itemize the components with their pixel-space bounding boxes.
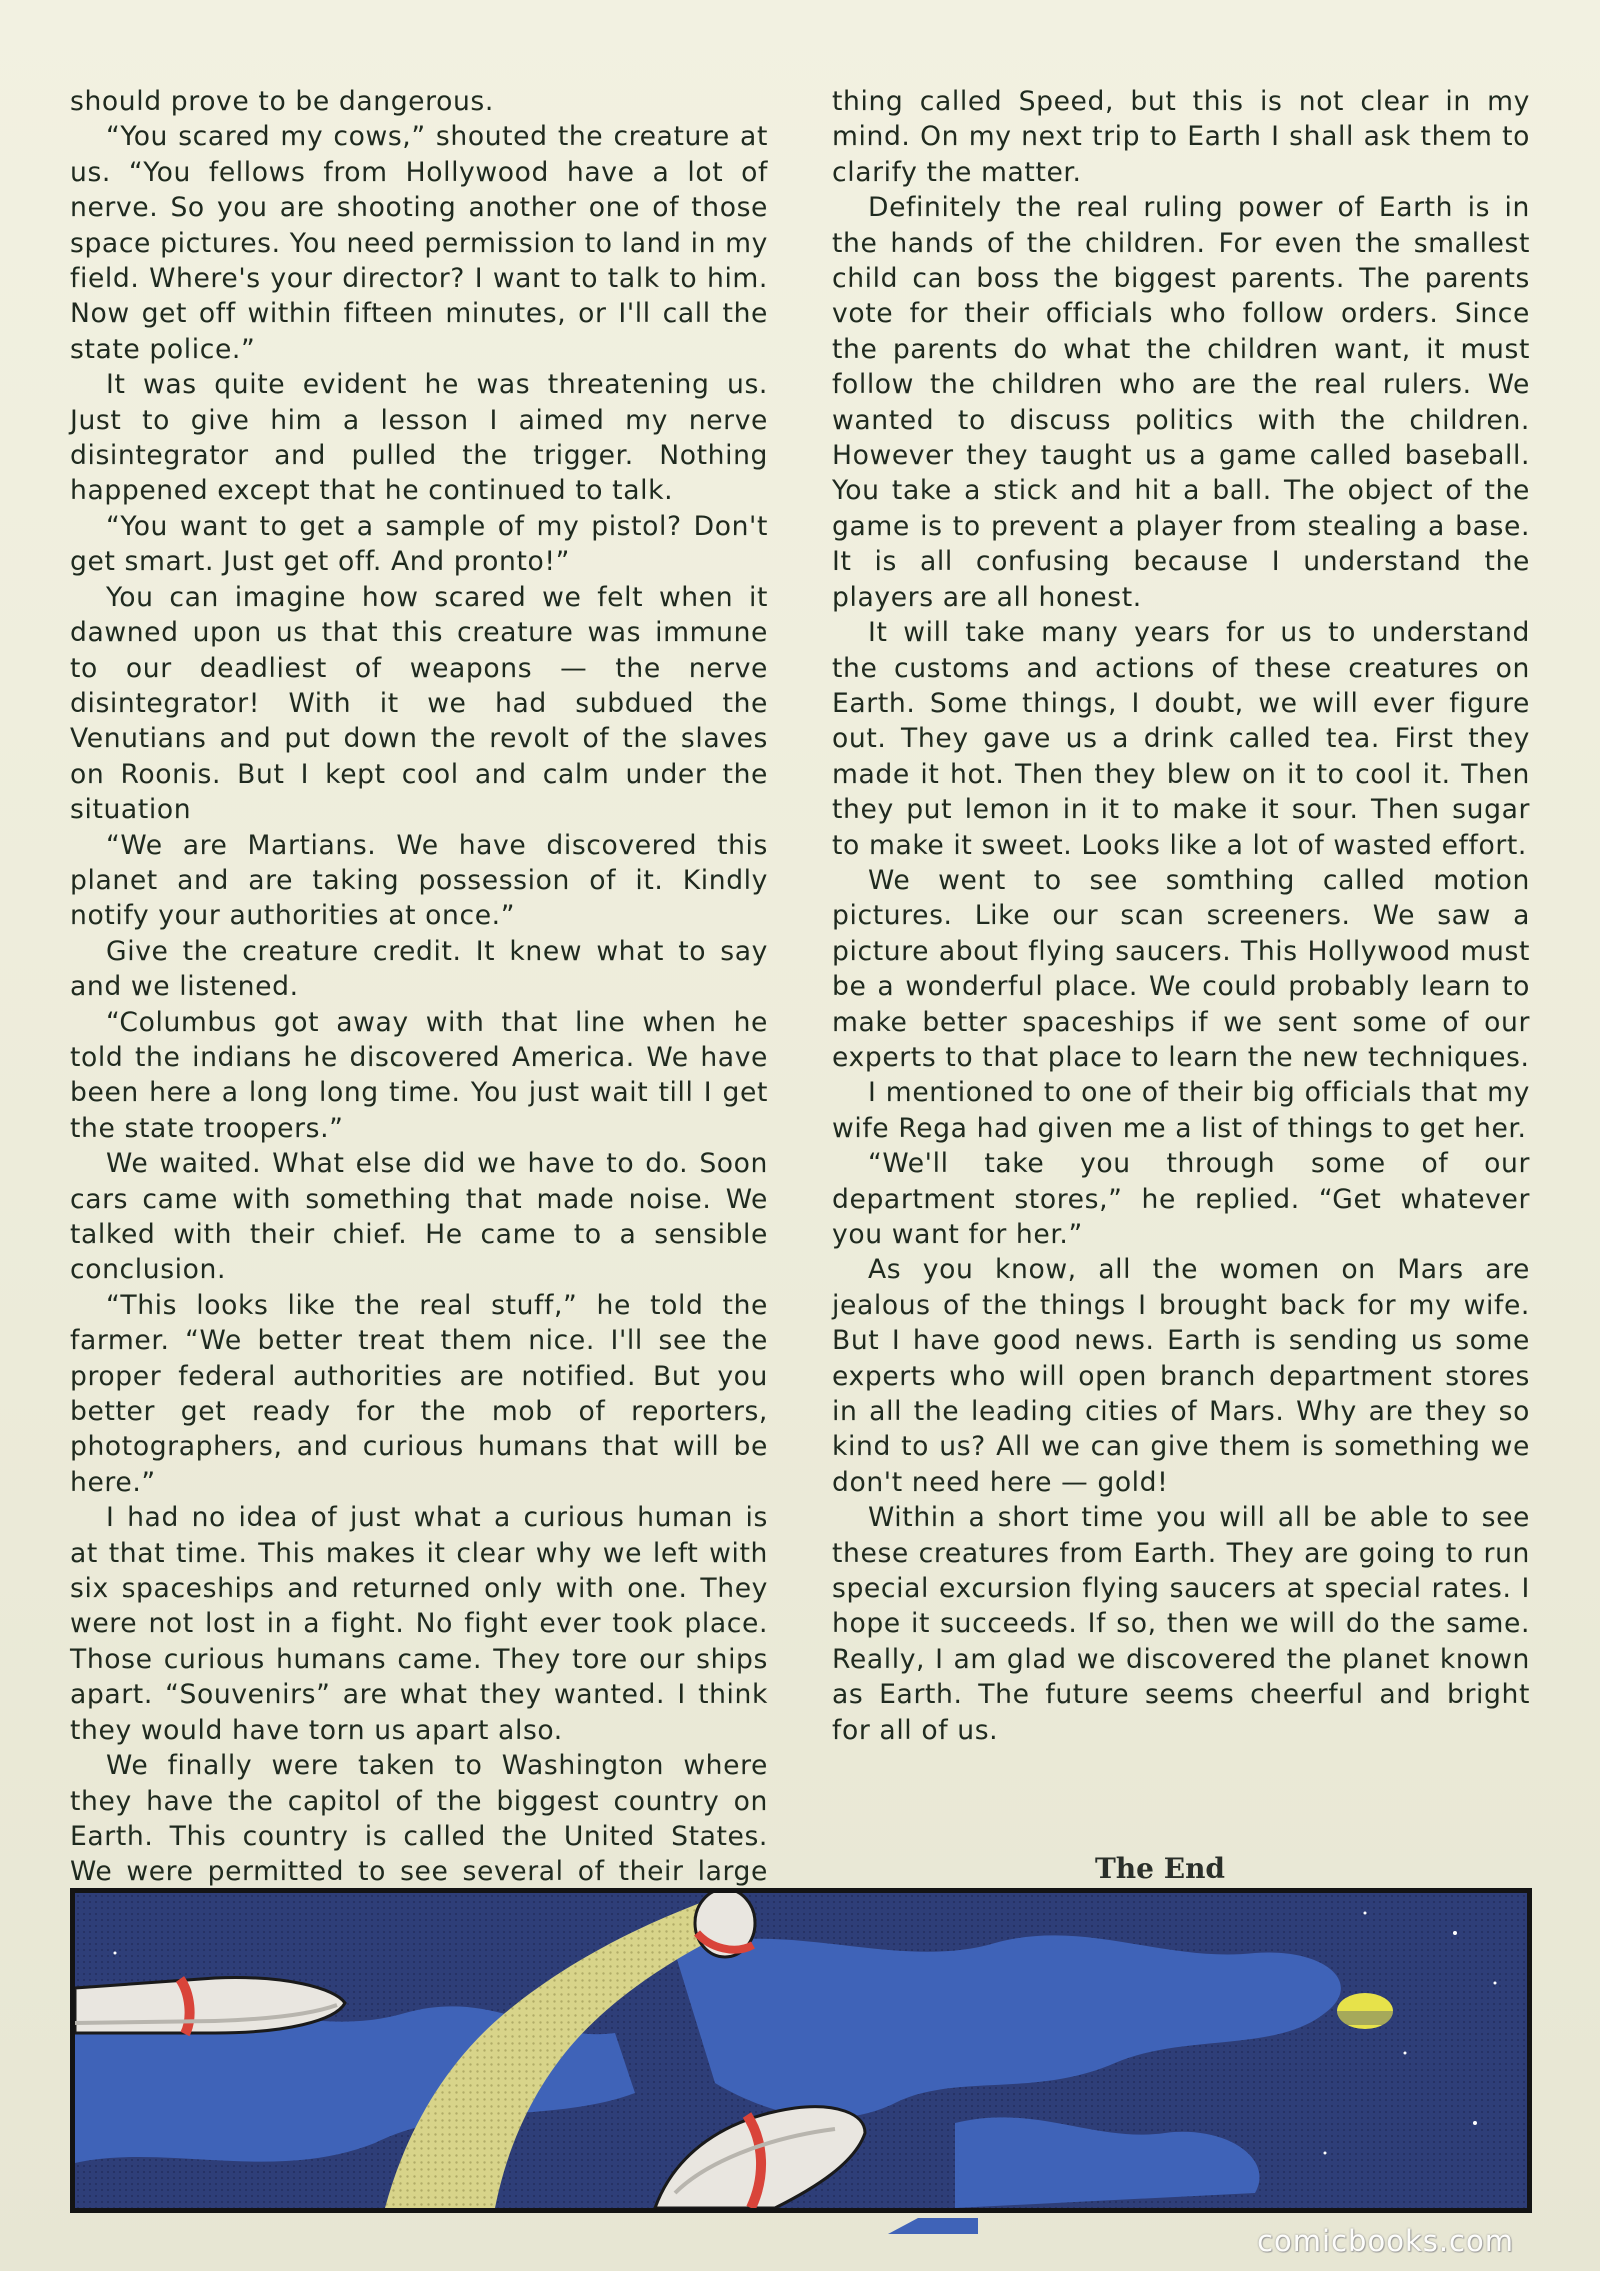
the-end-caption: The End [1094,1852,1226,1885]
space-illustration [75,1893,1527,2208]
story-paragraph: We waited. What else did we have to do. Soon cars came with something that made noise. We talked with their chief. He came to a sensible conclusion. [70,1148,768,1286]
text-column-left [70,84,768,1961]
space-illustration-panel [70,1888,1532,2213]
story-paragraph: “We'll take you through some of our department stores,” he replied. “Get whatever you want for her.” [832,1148,1530,1250]
story-paragraph: “We are Martians. We have discovered this planet and are taking possession of it. Kindly notify your authorities at once.” [70,829,768,932]
story-paragraph: Within a short time you will all be able to see these creatures from Earth. They are going to run special excursion flying saucers at special rates. I hope it succeeds. If so, then we will do the same. Really, I am glad we discovered the planet known as Earth. The future seems cheerful and bright for all of us. [832,1502,1530,1746]
text-column-right [832,84,1530,1748]
story-paragraph: It was quite evident he was threatening us. Just to give him a lesson I aimed my nerve disintegrator and pulled the trigger. Nothing happened except that he continued to talk. [70,369,768,507]
rocket-ship [695,1893,755,1957]
rocket-ship [75,1978,345,2034]
story-paragraph: I had no idea of just what a curious human is at that time. This makes it clear why we left with six spaceships and returned only with one. They were not lost in a fight. No fight ever took place. Those curious humans came. They tore our ships apart. “Souvenirs” are what they wanted. I think they would have torn us apart also. [70,1502,768,1746]
story-paragraph: “You scared my cows,” shouted the creature at us. “You fellows from Hollywood have a lot of nerve. So you are shooting another one of those space pictures. You need permission to land in my field. Where's your director? I want to talk to him. Now get off within fifteen minutes, or I'll call the state police.” [70,121,768,365]
site-watermark: comicbooks.com [1257,2224,1514,2258]
story-paragraph: You can imagine how scared we felt when it dawned upon us that this creature was immune to our deadliest of weapons — the nerve disintegrator! With it we had subdued the Venutians and put down the revolt of the slaves on Roonis. But I kept cool and calm under the situation [70,581,768,826]
story-paragraph: “You want to get a sample of my pistol? Don't get smart. Just get off. And pronto!” [70,510,768,578]
story-paragraph: We went to see somthing called motion pictures. Like our scan screeners. We saw a picture about flying saucers. This Hollywood must be a wonderful place. We could probably learn to make better spaceships if we sent some of our experts to that place to learn the new techniques. [832,864,1530,1073]
story-paragraph: should prove to be dangerous. [70,86,494,117]
story-paragraph: Give the creature credit. It knew what to say and we listened. [70,935,768,1003]
story-paragraph: Definitely the real ruling power of Earth is in the hands of the children. For even the smallest child can boss the biggest parents. The parents vote for their officials who follow orders. Since the parents do what the children want, it must follow the children who are the real rulers. We wanted to discuss politics with the children. However they taught us a game called baseball. You take a stick and hit a ball. The object of the game is to prevent a player from stealing a base. It is all confusing because I understand the players are all honest. [832,192,1530,613]
page-footer-mark [888,2214,978,2236]
story-paragraph: It will take many years for us to understand the customs and actions of these creatures on Earth. Some things, I doubt, we will ever figure out. They gave us a drink called tea. First they made it hot. Then they blew on it to cool it. Then they put lemon in it to make it sour. Then sugar to make it sweet. Looks like a lot of wasted effort. [832,617,1530,861]
story-paragraph: thing called Speed, but this is not clear in my mind. On my next trip to Earth I shall ask them to clarify the matter. [832,86,1530,188]
story-paragraph: “This looks like the real stuff,” he told the farmer. “We better treat them nice. I'll see the proper federal authorities are notified. But you better get ready for the mob of reporters, photographers, and curious humans that will be here.” [70,1289,768,1498]
story-paragraph: As you know, all the women on Mars are jealous of the things I brought back for my wife. But I have good news. Earth is sending us some experts who will open branch department stores in all the leading cities of Mars. Why are they so kind to us? All we can give them is something we don't need here — gold! [832,1254,1530,1498]
story-paragraph: “Columbus got away with that line when he told the indians he discovered America. We have been here a long long time. You just wait till I get the state troopers.” [70,1006,768,1144]
story-paragraph: We finally were taken to Washington where they have the capitol of the biggest country on Earth. This country is called the United States. We were permitted to see several of their large [70,1750,768,1888]
story-paragraph: I mentioned to one of their big officials that my wife Rega had given me a list of things to get her. [832,1077,1530,1144]
